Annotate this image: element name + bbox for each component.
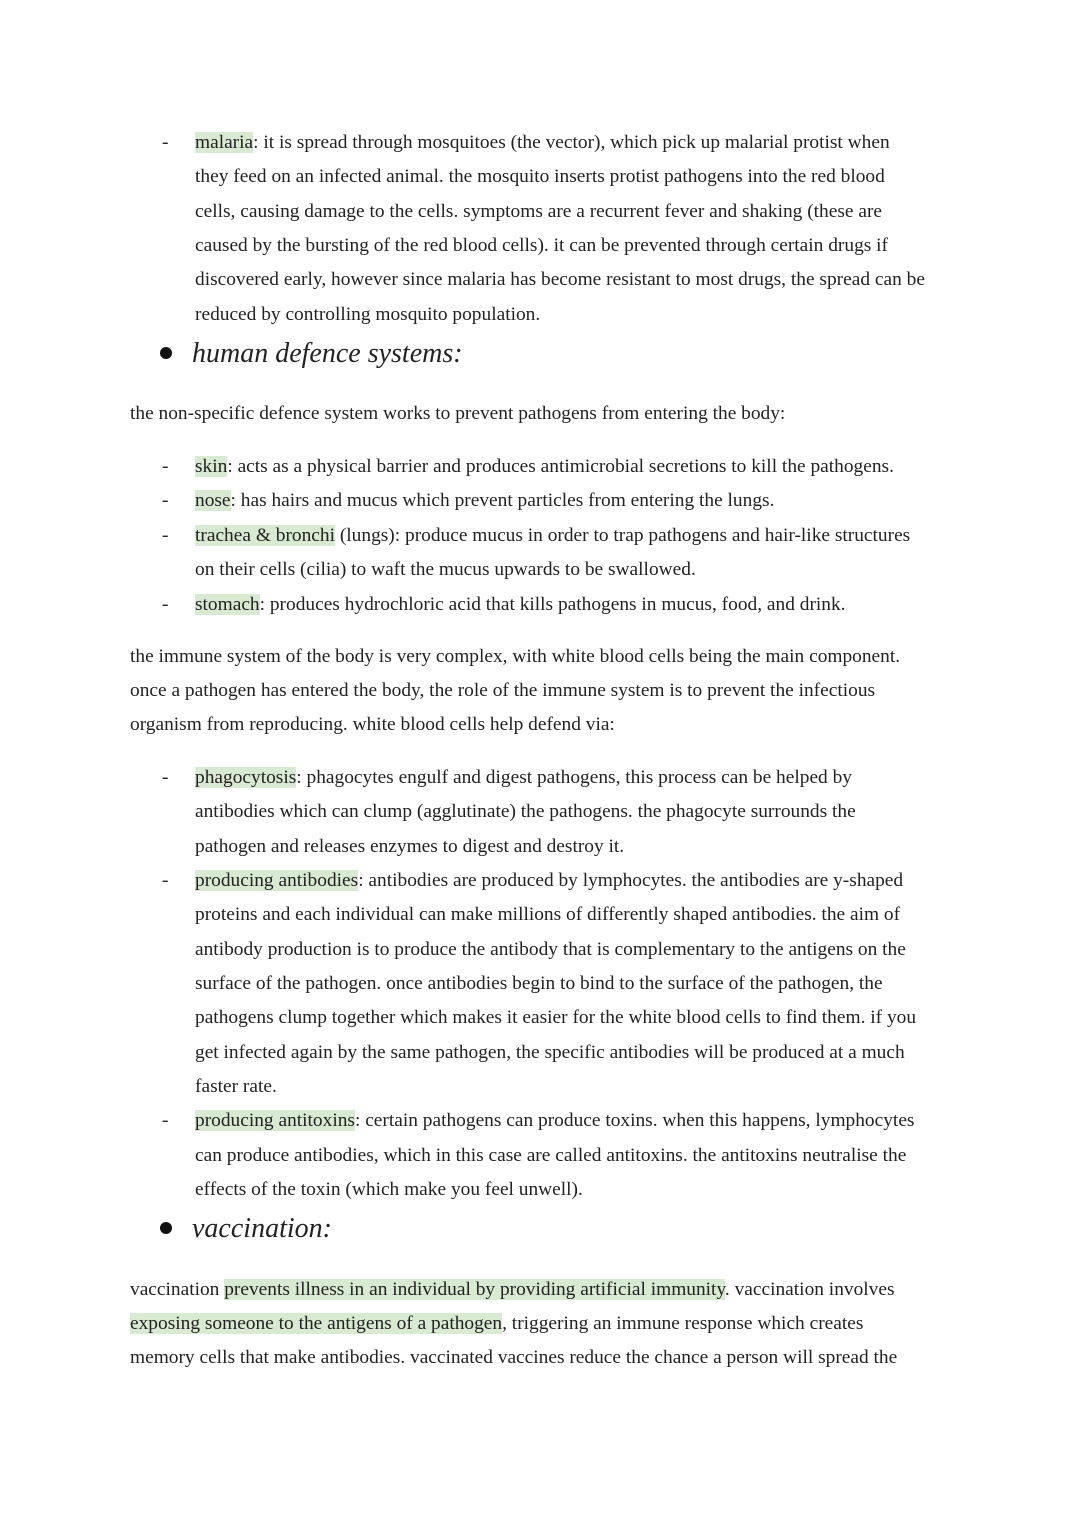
antibodies-cont-3: surface of the pathogen. once antibodies begin to bind to the surface of the pathogen, the <box>195 973 883 994</box>
highlighted-phrase: prevents illness in an individual by providing artificial immunity <box>224 1279 725 1300</box>
antibodies-cont-5: get infected again by the same pathogen, the specific antibodies will be produced at a much <box>195 1042 905 1063</box>
list-dash: - <box>162 456 169 477</box>
list-item-trachea: trachea & bronchi (lungs): produce mucus in order to trap pathogens and hair-like structures <box>195 525 911 546</box>
highlighted-term: trachea & bronchi <box>195 525 335 546</box>
list-item-nose: nose: has hairs and mucus which prevent particles from entering the lungs. <box>195 490 775 511</box>
antibodies-cont-1: proteins and each individual can make millions of differently shaped antibodies. the aim of <box>195 904 901 925</box>
list-dash: - <box>162 1110 169 1131</box>
list-item-stomach: stomach: produces hydrochloric acid that kills pathogens in mucus, food, and drink. <box>195 594 846 615</box>
immune-intro-line-2: once a pathogen has entered the body, the role of the immune system is to prevent the infectious <box>130 680 876 701</box>
phagocytosis-cont-1: antibodies which can clump (agglutinate) the pathogens. the phagocyte surrounds the <box>195 801 856 822</box>
list-dash: - <box>162 870 169 891</box>
list-dash: - <box>162 132 169 153</box>
section-heading-vaccination: vaccination: <box>160 1209 332 1249</box>
bullet-icon <box>160 347 172 359</box>
phagocytosis-cont-2: pathogen and releases enzymes to digest and destroy it. <box>195 836 625 857</box>
highlighted-term: nose <box>195 490 231 511</box>
vaccination-line-1: vaccination prevents illness in an individual by providing artificial immunity. vaccination involves <box>130 1279 895 1300</box>
list-dash: - <box>162 490 169 511</box>
malaria-line-5: discovered early, however since malaria has become resistant to most drugs, the spread can be <box>195 269 925 290</box>
malaria-line-4: caused by the bursting of the red blood cells). it can be prevented through certain drugs if <box>195 235 888 256</box>
antibodies-cont-4: pathogens clump together which makes it easier for the white blood cells to find them. if you <box>195 1007 917 1028</box>
antitoxins-cont-2: effects of the toxin (which make you feel unwell). <box>195 1179 583 1200</box>
highlighted-term: phagocytosis <box>195 767 297 788</box>
list-dash: - <box>162 525 169 546</box>
list-item-antibodies: producing antibodies: antibodies are produced by lymphocytes. the antibodies are y-shaped <box>195 870 904 891</box>
highlighted-term: skin <box>195 456 228 477</box>
antitoxins-cont-1: can produce antibodies, which in this case are called antitoxins. the antitoxins neutralise the <box>195 1145 907 1166</box>
antibodies-cont-2: antibody production is to produce the antibody that is complementary to the antigens on the <box>195 939 906 960</box>
malaria-line-2: they feed on an infected animal. the mosquito inserts protist pathogens into the red blood <box>195 166 885 187</box>
list-dash: - <box>162 594 169 615</box>
section-heading-defence: human defence systems: <box>160 334 463 374</box>
vaccination-line-2: exposing someone to the antigens of a pathogen, triggering an immune response which creates <box>130 1313 864 1334</box>
vaccination-line-3: memory cells that make antibodies. vaccinated vaccines reduce the chance a person will spread the <box>130 1347 898 1368</box>
antibodies-cont-6: faster rate. <box>195 1076 277 1097</box>
highlighted-phrase: exposing someone to the antigens of a pathogen <box>130 1313 503 1334</box>
list-item-phagocytosis: phagocytosis: phagocytes engulf and digest pathogens, this process can be helped by <box>195 767 852 788</box>
nonspecific-intro: the non-specific defence system works to prevent pathogens from entering the body: <box>130 403 786 424</box>
list-item-skin: skin: acts as a physical barrier and produces antimicrobial secretions to kill the pathogens. <box>195 456 894 477</box>
bullet-icon <box>160 1222 172 1234</box>
malaria-line-1: malaria: it is spread through mosquitoes (the vector), which pick up malarial protist when <box>195 132 890 153</box>
malaria-line-6: reduced by controlling mosquito population. <box>195 304 541 325</box>
list-item-antitoxins: producing antitoxins: certain pathogens can produce toxins. when this happens, lymphocytes <box>195 1110 915 1131</box>
list-item-trachea-cont: on their cells (cilia) to waft the mucus upwards to be swallowed. <box>195 559 696 580</box>
highlighted-term: producing antibodies <box>195 870 359 891</box>
list-dash: - <box>162 767 169 788</box>
highlighted-term: producing antitoxins <box>195 1110 355 1131</box>
immune-intro-line-3: organism from reproducing. white blood cells help defend via: <box>130 714 615 735</box>
malaria-line-3: cells, causing damage to the cells. symptoms are a recurrent fever and shaking (these are <box>195 201 883 222</box>
immune-intro-line-1: the immune system of the body is very complex, with white blood cells being the main component. <box>130 646 901 667</box>
highlighted-term: stomach <box>195 594 260 615</box>
highlighted-term: malaria <box>195 132 254 153</box>
